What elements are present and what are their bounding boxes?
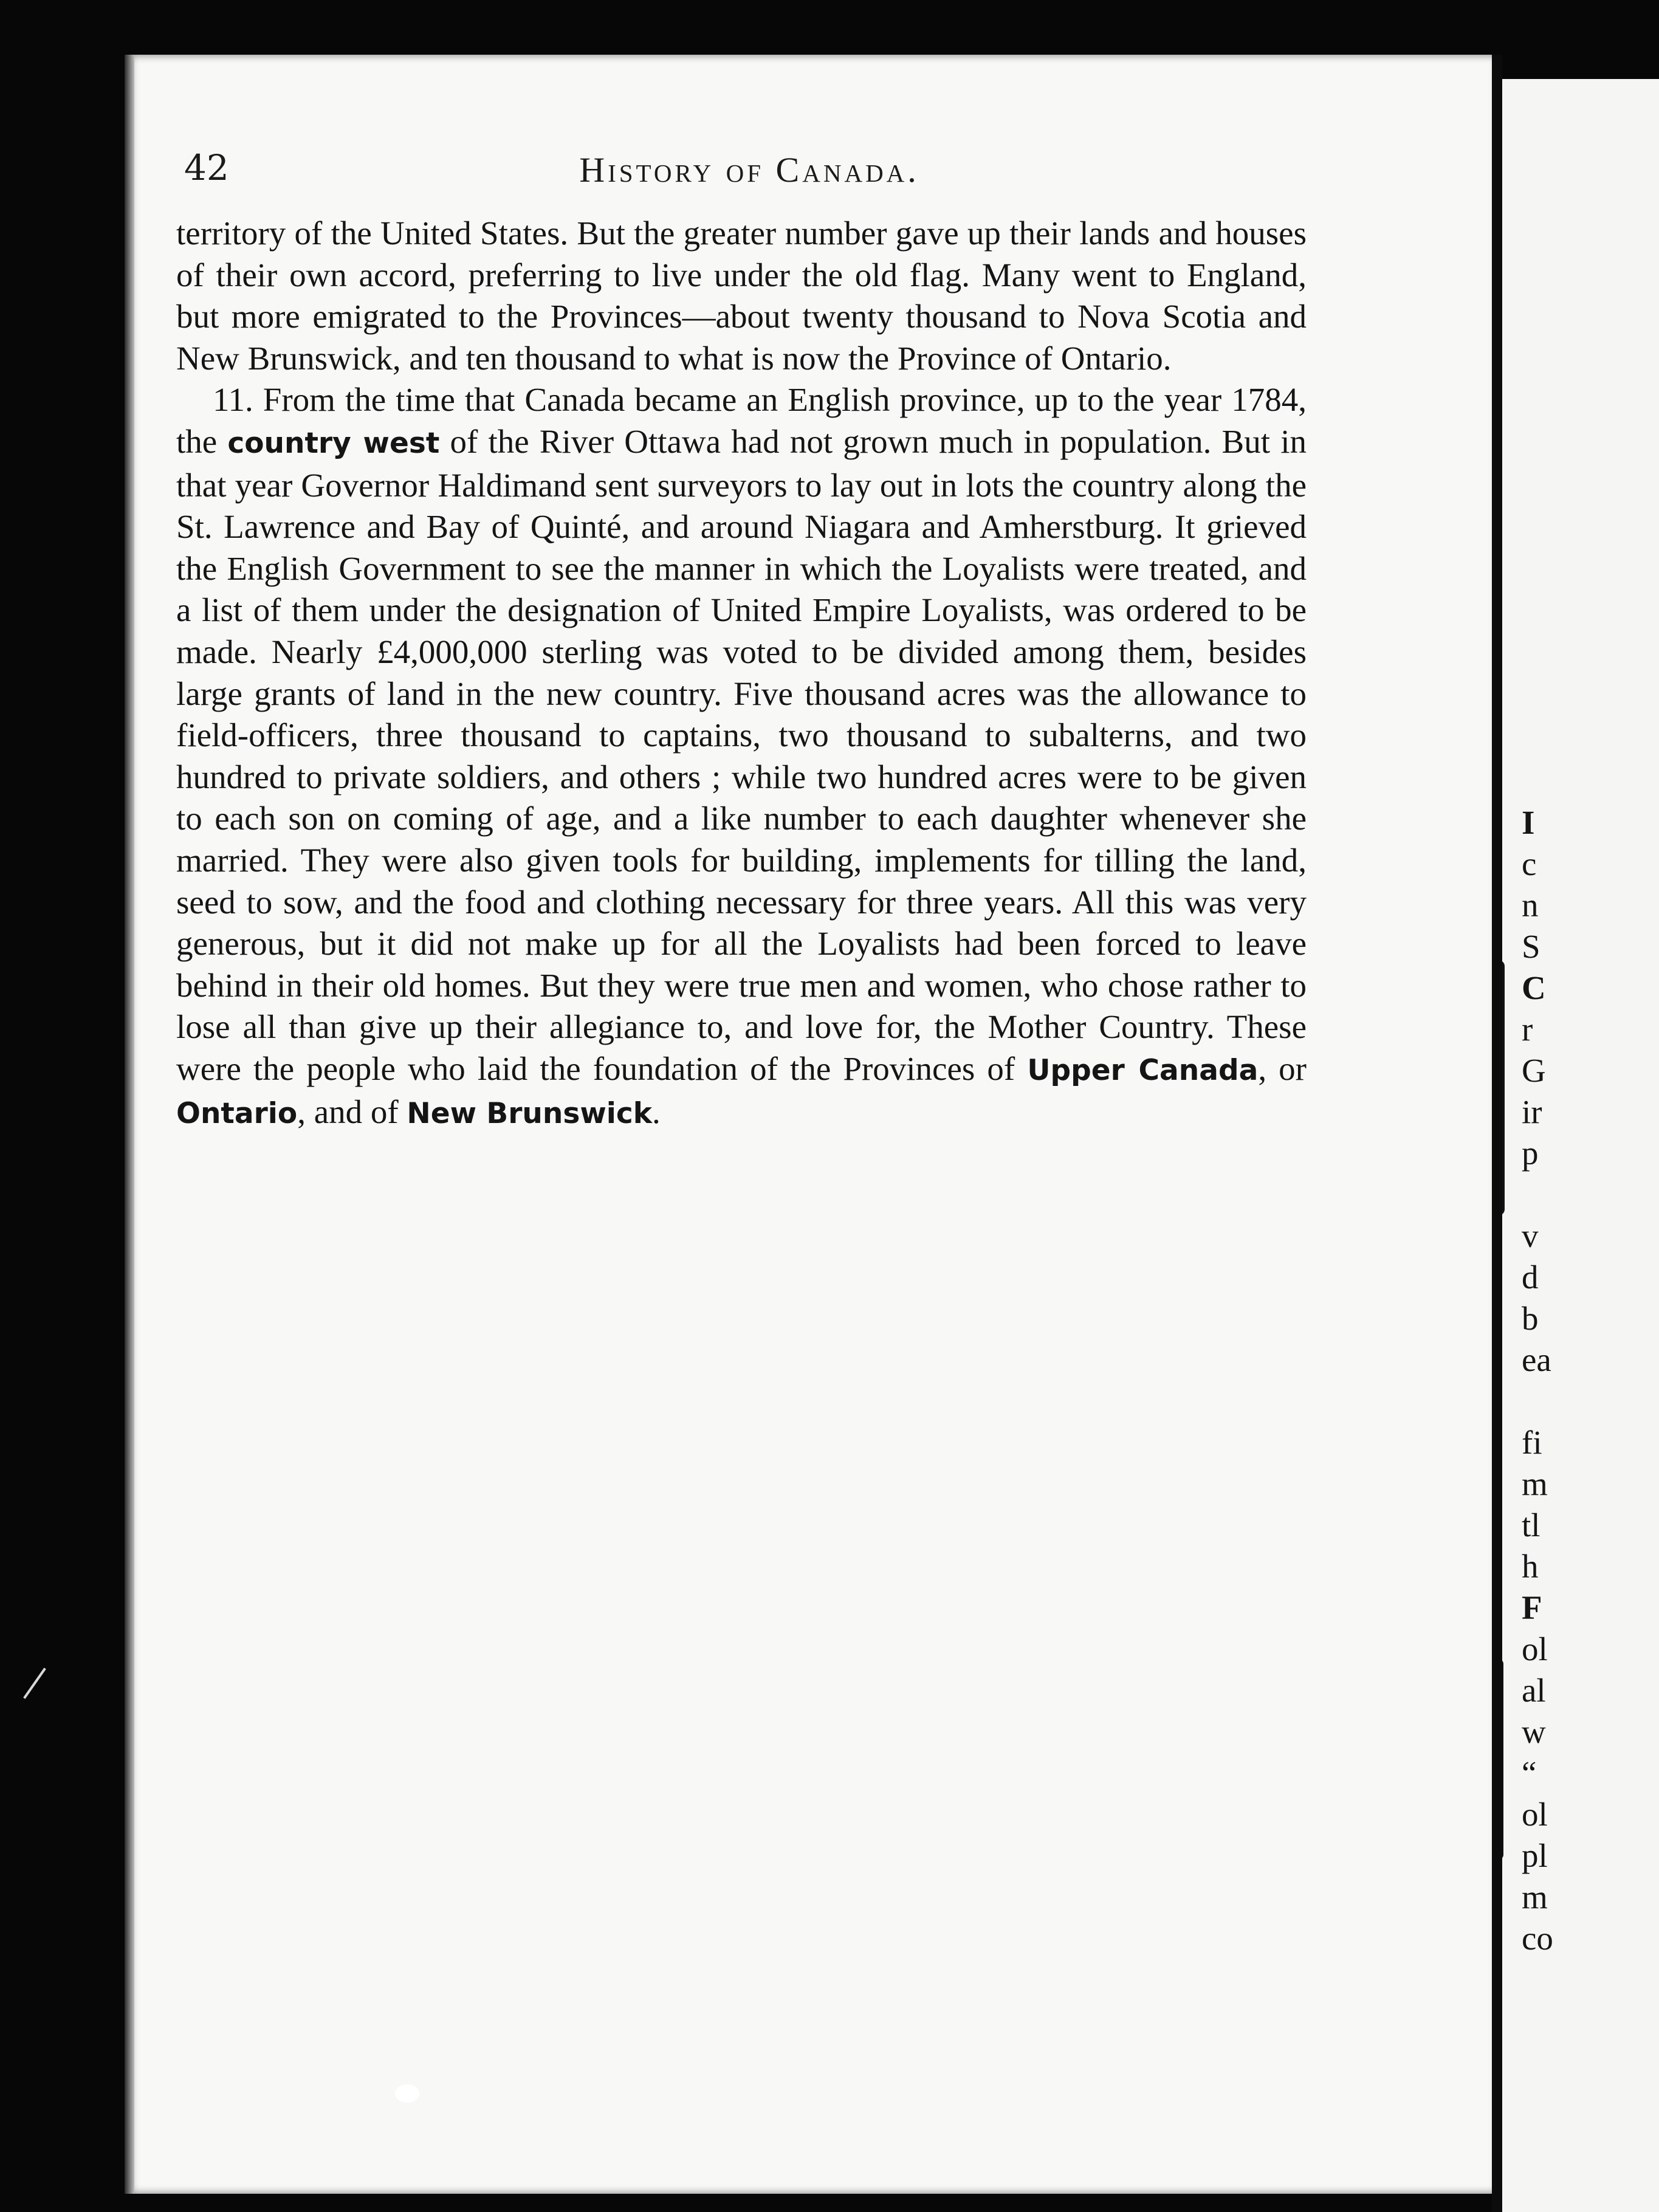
fragment-line: n [1522, 887, 1539, 924]
fragment-line [1522, 1381, 1553, 1422]
binding-mark [1502, 1659, 1503, 1860]
page-binding-edge [125, 55, 134, 2194]
fragment-line: h [1522, 1548, 1539, 1585]
paragraph-p-11 [176, 379, 1307, 1135]
page-body [176, 213, 1307, 1135]
binding-mark [1502, 960, 1505, 1215]
fragment-line: tl [1522, 1506, 1540, 1544]
fragment-line [1522, 1174, 1553, 1215]
fragment-line: G [1522, 1052, 1546, 1089]
fragment-line: S [1522, 928, 1540, 965]
fragment-line: al [1522, 1672, 1546, 1709]
bold-term: New Brunswick [407, 1097, 652, 1131]
gutter [1492, 55, 1502, 2212]
fragment-line: r [1522, 1011, 1533, 1048]
text-run: , and of [297, 1093, 407, 1131]
fragment-line: ol [1522, 1796, 1548, 1833]
fragment-line: d [1522, 1259, 1539, 1296]
text-run: 11. From the time that Canada became an English province, up to the year 1784, the [176, 381, 1307, 460]
fragment-line: v [1522, 1217, 1539, 1254]
fragment-line: ea [1522, 1341, 1551, 1378]
text-run: of the River Ottawa had not grown much in population. But in that year Governor Haldimand sent surveyors to lay out in lots the country along the St. Lawrence and Bay of Quinté, and around Niagara and Amherstburg. It grieved the English Government to see the manner in which the Loyalists were treated, and a list of them under the designation of United Empire Loyalists, was ordered to be made. Nearly £4,000,000 sterling was voted to be divided among them, besides large grants of land in the new country. Five thousand acres was the allowance to field-officers, three thousand to captains, two thousand to subalterns, and two hundred to private soldiers, and others ; while two hundred acres were to be given to each son on coming of age, and a like number to each daughter whenever she married. They were also given tools for building, implements for tilling the land, seed to sow, and the food and clothing necessary for three years. All this was very generous, but it did not make up for all the Loyalists had been forced to leave behind in their old homes. But they were true men and women, who chose rather to lose all than give up their allegiance to, and love for, the Mother Country. These were the people who laid the foundation of the Provinces of [176, 422, 1307, 1087]
fragment-line: pl [1522, 1837, 1548, 1874]
fragment-line: m [1522, 1465, 1548, 1502]
text-run: territory of the United States. But the greater number gave up their lands and houses of their own accord, preferring to live under the old flag. Many went to England, but more emigrated to the Provinces—about twenty thousand to Nova Scotia and New Brunswick, and ten thousand to what is now the Province of Ontario. [176, 215, 1307, 377]
fragment-line: co [1522, 1920, 1553, 1957]
right-page-fragment [1502, 79, 1659, 2212]
fragment-line: b [1522, 1300, 1539, 1337]
fragment-line: p [1522, 1135, 1539, 1172]
page-number: 42 [184, 147, 229, 188]
bold-term: Ontario [176, 1097, 298, 1131]
paragraph-p-continuation [176, 213, 1307, 379]
page-header [184, 147, 1314, 220]
running-title: History of Canada. [579, 150, 919, 190]
fragment-line: “ [1522, 1754, 1537, 1791]
fragment-line: c [1522, 845, 1537, 882]
fragment-line: ol [1522, 1630, 1548, 1668]
fragment-line: fi [1522, 1424, 1542, 1461]
margin-pencil-mark [23, 1668, 46, 1698]
paper-speck [395, 2084, 419, 2103]
bold-term: country west [227, 426, 440, 460]
fragment-line: F [1522, 1589, 1542, 1626]
text-run: , or [1258, 1049, 1307, 1087]
text-run: . [651, 1093, 661, 1131]
fragment-line: C [1522, 969, 1546, 1006]
next-page-text-column [1522, 802, 1553, 1959]
bold-term: Upper Canada [1027, 1053, 1259, 1087]
fragment-line: w [1522, 1713, 1546, 1750]
fragment-line: ir [1522, 1093, 1542, 1130]
fragment-line: I [1522, 804, 1535, 841]
fragment-line: m [1522, 1878, 1548, 1915]
